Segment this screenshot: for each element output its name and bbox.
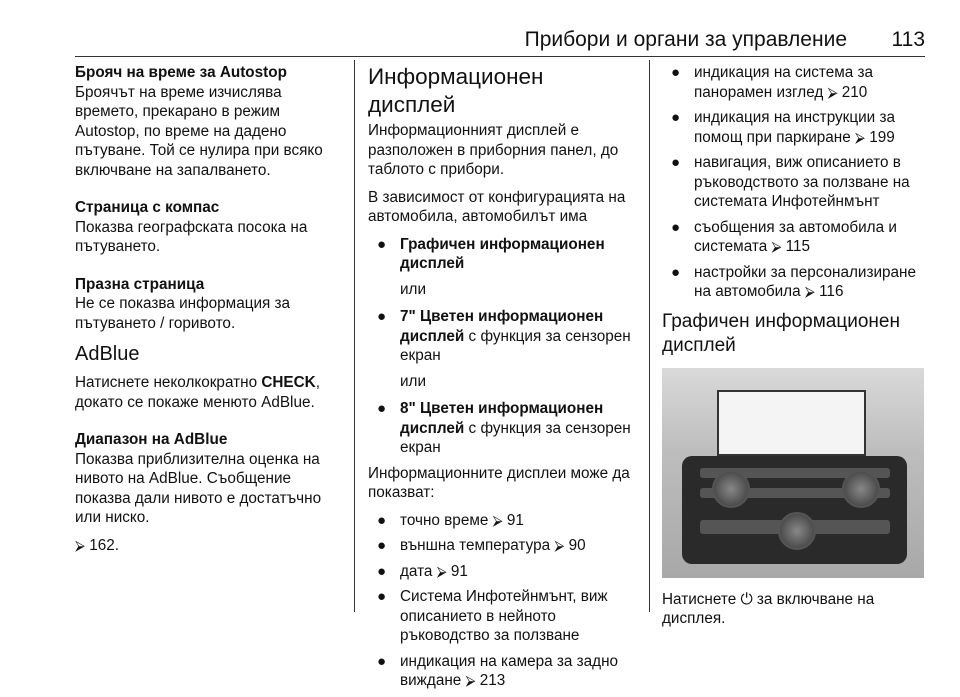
arrow-reference-icon: ⮚: [855, 128, 865, 145]
blank-page-heading: Празна страница: [75, 275, 205, 293]
column-2: [368, 63, 636, 697]
column-1: [75, 63, 345, 563]
dashboard-photo: [662, 368, 924, 578]
arrow-reference-icon: ⮚: [75, 536, 85, 553]
list-item: ● съобщения за автомобила и системата ⮚ 115: [671, 218, 897, 255]
list-item: ● дата ⮚ 91: [377, 562, 468, 580]
list-item: ● настройки за персонализиране на автомобила ⮚ 116: [671, 263, 917, 300]
display-contents-list: [368, 511, 636, 691]
blank-page-text: Не се показва информация за пътуването / горивото.: [75, 295, 291, 332]
or-text: или: [400, 372, 427, 390]
display-types-list: [368, 235, 636, 274]
list-item: ● 8" Цветен информационен дисплей с функция за сензорен екран: [377, 400, 631, 456]
list-item: ● индикация на система за панорамен изглед ⮚ 210: [671, 64, 874, 101]
page-number: 113: [891, 28, 925, 51]
graphic-display-heading: Графичен информационен дисплей: [662, 310, 900, 356]
arrow-reference-icon: ⮚: [804, 283, 815, 299]
arrow-reference-icon: ⮚: [554, 537, 565, 553]
or-text: или: [400, 280, 427, 298]
column-divider-left: [354, 60, 355, 612]
info-display-p3: Информационните дисплеи може да показват:: [368, 464, 630, 501]
display-contents-list-cont: [662, 63, 928, 302]
arrow-reference-icon: ⮚: [465, 672, 476, 688]
list-item: ● навигация, виж описанието в ръководството за ползване на системата Инфотейнмънт: [671, 154, 910, 210]
arrow-reference-icon: ⮚: [492, 511, 503, 528]
power-icon: ⏻: [740, 590, 753, 608]
power-caption: Натиснете ⏻ за включване на дисплея.: [662, 590, 875, 627]
adblue-text: Натиснете неколкократно CHECK, докато се покаже менюто AdBlue.: [75, 374, 320, 411]
autostop-counter-text: Броячът на време изчислява времето, прекарано в режим Autostop, по време на дадено пътуване. Той се нулира при всяко включване на запалването.: [75, 83, 323, 179]
page-reference[interactable]: ⮚ 162.: [75, 536, 119, 554]
list-item: ● 7" Цветен информационен дисплей с функция за сензорен екран: [377, 308, 631, 364]
arrow-reference-icon: ⮚: [827, 83, 838, 100]
adblue-range-text: Показва приблизителна оценка на нивото на AdBlue. Съобщение показва дали нивото е достатъчно или ниско.: [75, 450, 322, 526]
info-display-heading: Информационен дисплей: [368, 64, 544, 117]
check-button-label: CHECK: [261, 374, 316, 391]
list-item: ● индикация на инструкции за помощ при паркиране ⮚ 199: [671, 109, 895, 146]
list-item: ● Система Инфотейнмънт, виж описанието в нейното ръководство за ползване: [377, 588, 608, 644]
page-title: Прибори и органи за управление: [524, 28, 847, 51]
compass-heading: Страница с компас: [75, 199, 220, 216]
list-item: ● Графичен информационен дисплей: [377, 235, 605, 272]
page-header: [75, 22, 925, 57]
arrow-reference-icon: ⮚: [436, 562, 447, 579]
info-display-p1: Информационният дисплей е разположен в приборния панел, до таблото с прибори.: [368, 122, 619, 178]
control-panel-image: [682, 456, 907, 564]
list-item: ● индикация на камера за задно виждане ⮚ 213: [377, 652, 619, 689]
column-3: [662, 63, 928, 637]
info-display-p2: В зависимост от конфигурацията на автомобила, автомобилът има: [368, 188, 626, 225]
list-item: ● външна температура ⮚ 90: [377, 537, 586, 554]
arrow-reference-icon: ⮚: [771, 238, 782, 254]
list-item: ● точно време ⮚ 91: [377, 511, 524, 529]
adblue-heading: AdBlue: [75, 343, 140, 365]
autostop-counter-heading: Брояч на време за Autostop: [75, 64, 287, 81]
compass-text: Показва географската посока на пътуването.: [75, 218, 308, 255]
adblue-range-heading: Диапазон на AdBlue: [75, 431, 228, 448]
column-divider-right: [649, 60, 650, 612]
display-screen-image: [717, 390, 866, 456]
